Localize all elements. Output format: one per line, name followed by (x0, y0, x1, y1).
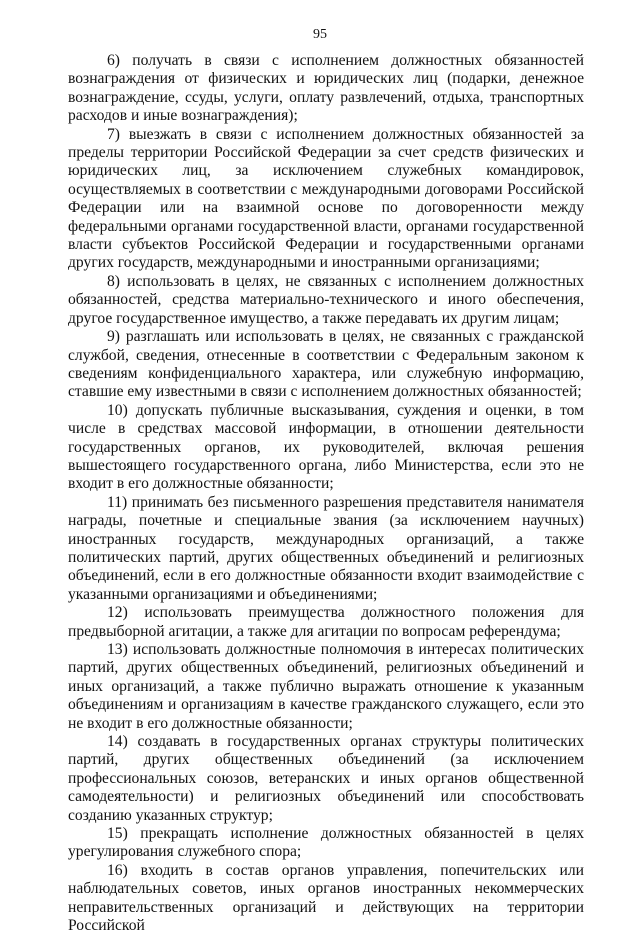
paragraph-item-15: 15) прекращать исполнение должностных обязанностей в целях урегулирования служебного спора; (68, 825, 584, 861)
paragraph-item-14: 14) создавать в государственных органах структуры политических партий, других общественных объединений (за исключением профессиональных союзов, ветеранских и иных органов общественной самодеятельности) и религиозных объединений или способствовать созданию указанных структур; (68, 733, 584, 824)
page-number: 95 (313, 27, 327, 42)
paragraph-item-12: 12) использовать преимущества должностного положения для предвыборной агитации, а также для агитации по вопросам референдума; (68, 604, 584, 640)
paragraph-item-9: 9) разглашать или использовать в целях, не связанных с гражданской службой, сведения, отнесенные в соответствии с Федеральным законом к сведениям конфиденциального характера, или служебную информацию, ставшие ему известными в связи с исполнением должностных обязанностей; (68, 328, 584, 401)
paragraph-item-11: 11) принимать без письменного разрешения представителя нанимателя награды, почетные и специальные звания (за исключением научных) иностранных государств, международных организаций, а также политических партий, других общественных объединений и религиозных объединений, если в его должностные обязанности входит взаимодействие с указанными организациями и объединениями; (68, 493, 584, 603)
paragraph-item-16: 16) входить в состав органов управления, попечительских или наблюдательных советов, иных органов иностранных некоммерческих неправительственных организаций и действующих на территории Российской (68, 861, 584, 935)
paragraph-item-6: 6) получать в связи с исполнением должностных обязанностей вознаграждения от физических и юридических лиц (подарки, денежное вознаграждение, ссуды, услуги, оплату развлечений, отдыха, транспортных расходов и иные вознаграждения); (68, 52, 584, 125)
paragraph-item-10: 10) допускать публичные высказывания, суждения и оценки, в том числе в средствах массовой информации, в отношении деятельности государственных органов, их руководителей, включая решения вышестоящего государственного органа, либо Министерства, если это не входит в его должностные обязанности; (68, 401, 584, 493)
paragraph-item-8: 8) использовать в целях, не связанных с исполнением должностных обязанностей, средства материально-технического и иного обеспечения, другое государственное имущество, а также передавать их другим лицам; (68, 272, 584, 327)
paragraph-item-7: 7) выезжать в связи с исполнением должностных обязанностей за пределы территории Российской Федерации за счет средств физических и юридических лиц, за исключением служебных командировок, осуществляемых в соответствии с международными договорами Российской Федерации или на взаимной основе по договоренности между федеральными органами государственной власти, органами государственной власти субъектов Российской Федерации и государственными органами других государств, международными и иностранными организациями; (68, 125, 584, 272)
document-body (68, 52, 584, 936)
paragraph-item-13: 13) использовать должностные полномочия в интересах политических партий, других общественных объединений, религиозных объединений и иных организаций, а также публично выражать отношение к указанным объединениям и организациям в качестве гражданского служащего, если это не входит в его должностные обязанности; (68, 641, 584, 732)
